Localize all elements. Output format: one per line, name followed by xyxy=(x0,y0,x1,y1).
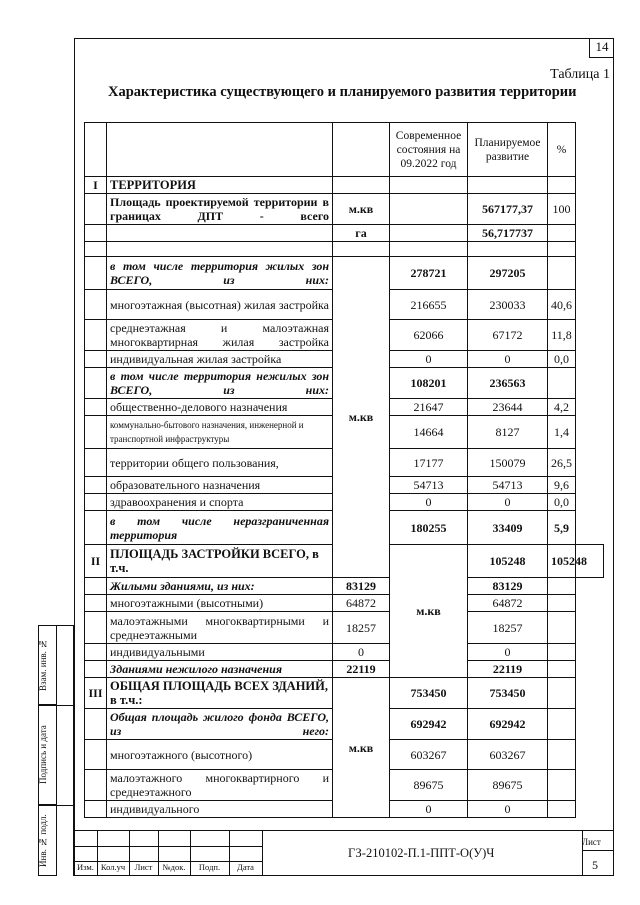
section-row: II ПЛОЩАДЬ ЗАСТРОЙКИ ВСЕГО, в т.ч. м.кв 105248 105248 xyxy=(85,545,604,578)
table-row: многоэтажными (высотными) 64872 64872 xyxy=(85,595,604,612)
section-row: III ОБЩАЯ ПЛОЩАДЬ ВСЕХ ЗДАНИЙ, в т.ч.: м.кв 753450 753450 xyxy=(85,678,604,709)
table-row: га 56,717737 xyxy=(85,225,604,242)
page-title: Характеристика существующего и планируемого развития территории xyxy=(108,84,577,100)
stamp-label-podp: Подп. xyxy=(198,862,221,872)
table-row: среднеэтажная и малоэтажная многоквартирная жилая застройка 62066 67172 11,8 xyxy=(85,320,604,351)
table-row: малоэтажного многоквартирного и среднеэтажного 89675 89675 xyxy=(85,770,604,801)
document-code: ГЗ-210102-П.1-ППТ-О(У)Ч xyxy=(348,846,495,860)
table-row: многоэтажного (высотного) 603267 603267 xyxy=(85,740,604,770)
table-row: образовательного назначения 54713 54713 9,6 xyxy=(85,477,604,494)
section-row xyxy=(85,177,604,194)
stamp-label-kol: Кол.уч xyxy=(100,862,126,872)
table-row: общественно-делового назначения 21647 23644 4,2 xyxy=(85,399,604,416)
stamp-label-data: Дата xyxy=(237,862,254,872)
table-row xyxy=(85,242,604,257)
table-row: малоэтажными многоквартирными и среднеэтажными 18257 18257 xyxy=(85,612,604,644)
side-stamp-divider xyxy=(57,705,74,706)
stamp-line xyxy=(74,846,262,847)
table-row: в том числе территория нежилых зон ВСЕГО, из них: 108201 236563 xyxy=(85,368,604,399)
table-row: Зданиями нежилого назначения 22119 22119 xyxy=(85,661,604,678)
header-current: Современное состояния на 09.2022 год xyxy=(390,123,468,177)
table-row: индивидуальными 0 0 xyxy=(85,644,604,661)
stamp-label-izm: Изм. xyxy=(77,862,94,872)
table-label: Таблица 1 xyxy=(550,67,610,82)
header-percent: % xyxy=(548,123,576,177)
table-row: в том числе неразграниченная территория 180255 33409 5,9 xyxy=(85,511,604,545)
sheet-number: 5 xyxy=(592,858,598,872)
section-title: ОБЩАЯ ПЛОЩАДЬ ВСЕХ ЗДАНИЙ, в т.ч.: xyxy=(107,678,333,709)
section-number: II xyxy=(85,545,107,578)
side-stamp-divider xyxy=(57,805,74,806)
side-label-inv-orig: Инв. № подл. xyxy=(38,814,48,868)
table-row: здравоохранения и спорта 0 0 0,0 xyxy=(85,494,604,511)
stamp-line xyxy=(582,850,614,851)
table-header-row xyxy=(85,123,604,177)
table-row: Площадь проектируемой территории в границах ДПТ - всего м.кв 567177,37 100 xyxy=(85,194,604,225)
header-planned: Планируемое развитие xyxy=(468,123,548,177)
stamp-label-ndok: №док. xyxy=(162,862,186,872)
table-row: индивидуального 0 0 xyxy=(85,801,604,818)
section-title: ТЕРРИТОРИЯ xyxy=(107,177,333,194)
section-number: I xyxy=(85,177,107,194)
stamp-label-list: Лист xyxy=(134,862,153,872)
table-row: Жилыми зданиями, из них: 83129 83129 xyxy=(85,578,604,595)
page-number: 14 xyxy=(589,38,614,58)
table-row: многоэтажная (высотная) жилая застройка 216655 230033 40,6 xyxy=(85,290,604,320)
stamp-border xyxy=(74,830,614,831)
table-row: коммунально-бытового назначения, инженерной и транспортной инфраструктуры 14664 8127 1,4 xyxy=(85,416,604,449)
section-number: III xyxy=(85,678,107,709)
table-row: территории общего пользования, 17177 150079 26,5 xyxy=(85,449,604,477)
side-label-sign-date: Подпись и дата xyxy=(38,725,48,785)
table-row: индивидуальная жилая застройка 0 0 0,0 xyxy=(85,351,604,368)
section-title: ПЛОЩАДЬ ЗАСТРОЙКИ ВСЕГО, в т.ч. xyxy=(107,545,333,578)
side-stamp-field xyxy=(57,625,74,876)
table-row: в том числе территория жилых зон ВСЕГО, из них: м.кв 278721 297205 xyxy=(85,257,604,290)
table-row: Общая площадь жилого фонда ВСЕГО, из него: 692942 692942 xyxy=(85,709,604,740)
sheet-label: Лист xyxy=(582,837,601,847)
characteristics-table xyxy=(84,122,604,818)
side-label-inv-replace: Взам. инв. № xyxy=(38,638,48,692)
stamp-col xyxy=(262,830,263,876)
